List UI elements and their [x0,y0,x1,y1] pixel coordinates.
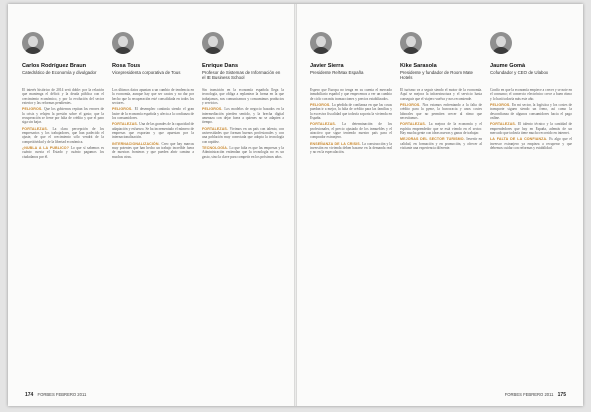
paragraph-keyword: LA FALTA DE LA CONFIANZA. [490,137,550,142]
person-name: Kike Sarasola [400,63,437,69]
person-name: Carlos Rodríguez Braun [22,63,87,69]
statement-paragraph: El interés histórico de 2014 será doble: por la relación que mantenga el déficit y la deuda pública con el crecimiento económico, y por la evolución del sector exterior y las reformas pendientes. [22,88,104,106]
paragraph-keyword: PELIGROS. [310,103,332,108]
paragraph-keyword: PELIGROS. [112,107,135,112]
paragraph-keyword: FORTALEZAS. [202,126,230,131]
statement-paragraph: Espero que Europa no tenga en su cuenta el mercado inmobiliario español y que empecemos a ver un cambio de ciclo con más transacciones y precios estabilizados. [310,88,392,101]
statement-paragraph: PELIGROS. La pérdida de confianza en que las cosas puedan ir a mejor, la falta de crédito para las familias y la excesiva fiscalidad que todavía soporta la vivienda en España. [310,103,392,121]
page-number: 174 [25,392,34,398]
person-role: Vicepresidenta corporativa de Tous [112,70,181,75]
statement-paragraph: El turismo va a seguir siendo el motor de la economía. Aquí se mejora la infraestructura y el servicio hasta conseguir que el viajero vuelva y nos recomiende. [400,88,482,101]
portrait-photo [400,32,422,54]
statement-paragraph: ¿NUBLA A LA PUBLICO? Lo que sí sabemos es cuánto cuesta el Estado y cuánto pagamos los ciudadanos por él. [22,146,104,159]
running-footer: FORBES FEBRERO 2011 [504,392,554,397]
person-column-5 [400,32,482,382]
portrait-photo [310,32,332,54]
paragraph-keyword: FORTALEZAS. [112,122,140,127]
person-statement [400,88,482,152]
statement-paragraph: Confío en que la economía empiece a crecer y se note en el consumo; el comercio electrónico crece a buen ritmo y lo hará todavía más este año. [490,88,572,101]
person-statement [202,88,284,161]
paragraph-keyword: FORTALEZAS. [22,126,53,131]
person-column-6 [490,32,572,382]
paragraph-keyword: PELIGROS. [400,103,423,108]
person-name: Enrique Dans [202,63,239,69]
person-name: Jaume Gomà [490,63,526,69]
person-role: Presidente Re/Max España [310,70,364,75]
paragraph-keyword: PELIGROS. [490,103,512,108]
statement-paragraph: TECNOLOGÍA. Lo que falta es que las empresas y la Administración entiendan que la tecnología no es un gasto, sino la clave para competir en los próximos años. [202,146,284,159]
paragraph-keyword: MEJORAS DEL SECTOR TURISMO. [400,137,467,142]
person-role: Presidente y fundador de Room Mate Hotels [400,70,473,80]
person-role: Profesor de Sistemas de Información en el IE Business School [202,70,281,80]
statement-paragraph: INTERNACIONALIZACIÓN. Creo que hay marcas muy potentes que han hecho un trabajo increíble fuera de nuestras fronteras y que pueden abrir camino a muchas otras. [112,141,194,159]
statement-paragraph: FORTALEZAS. Una de las grandes de la capacidad de adaptación y esfuerzo. Se ha incrementado el número de empresas que exportan y que apuestan por la internacionalización. [112,122,194,140]
person-statement [490,88,572,152]
statement-paragraph: FORTALEZAS. El talento técnico y la cantidad de emprendedores que hay en España, además de un mercado que todavía tiene mucho recorrido en internet. [490,122,572,136]
person-name: Javier Sierra [310,63,344,69]
person-column-1 [22,32,104,382]
paragraph-keyword: PELIGROS. [22,107,45,112]
person-statement [310,88,392,157]
paragraph-keyword: ENSEÑANZA DE LA CRISIS. [310,141,363,146]
statement-paragraph: PELIGROS. En mi sector, la logística y los costes de transporte siguen siendo un freno, así como la desconfianza de algunos consumidores hacia el pago online. [490,103,572,121]
paragraph-keyword: FORTALEZAS. [310,122,343,127]
person-statement [112,88,194,161]
person-role: Catedrático de Economía y divulgador [22,70,97,75]
paragraph-keyword: FORTALEZAS. [400,122,429,127]
person-name: Rosa Tous [112,63,141,69]
portrait-photo [490,32,512,54]
statement-paragraph: PELIGROS. El desempleo continúa siendo el gran lastre de la economía española y afecta a la confianza de los consumidores. [112,107,194,121]
person-role: Cofundador y CEO de Ulabox [490,70,549,75]
statement-paragraph: MEJORAS DEL SECTOR TURISMO. Invertir en calidad, en formación y en promoción, y ofrecer al visitante una experiencia diferente. [400,137,482,151]
person-statement [22,88,104,161]
running-footer: FORBES FEBRERO 2011 [37,392,87,397]
statement-paragraph: LA FALTA DE LA CONFIANZA. Es algo que el inversor extranjero ya empieza a recuperar y que debemos cuidar con reformas y estabilidad. [490,137,572,151]
portrait-photo [22,32,44,54]
portrait-photo [112,32,134,54]
statement-paragraph: Los últimos datos apuntan a un cambio de tendencia en la economía, aunque hay que ser cautos y no dar por hecho que la recuperación esté consolidada en todos los sectores. [112,88,194,106]
paragraph-keyword: TECNOLOGÍA. [202,146,230,151]
statement-paragraph: Sin transición en la economía española llega la tecnología, que obliga a replantear la forma en la que trabajamos, nos comunicamos y consumimos productos y servicios. [202,88,284,106]
person-column-4 [310,32,392,382]
portrait-photo [202,32,224,54]
left-folio [22,392,86,398]
person-column-3 [202,32,284,382]
left-page [8,4,295,406]
statement-paragraph: PELIGROS. Los modelos de negocio basados en la intermediación pierden sentido, y la brecha digital amenaza con dejar fuera a quienes no se adapten a tiempo. [202,107,284,125]
right-folio [505,392,569,398]
magazine-spread [8,4,583,406]
right-page [296,4,583,406]
statement-paragraph: PELIGROS. Que los gobiernos repitan los errores de la crisis y relajen la presión sobre el gasto; que la recuperación se frene por falta de crédito y que el paro siga sin bajar. [22,107,104,125]
statement-paragraph: ENSEÑANZA DE LA CRISIS. La construcción y la inversión en vivienda deben basarse en la demanda real y no en la especulación. [310,141,392,155]
paragraph-keyword: INTERNACIONALIZACIÓN. [112,141,162,146]
statement-paragraph: FORTALEZAS. La determinación de los profesionales, el precio ajustado de los inmuebles y el atractivo que sigue teniendo nuestro país para el comprador extranjero. [310,122,392,140]
page-number: 175 [557,392,566,398]
statement-paragraph: FORTALEZAS. La mejora de la economía y el espíritu emprendedor que se está viendo en el sector. Hay mucha gente con ideas nuevas y ganas de trabajar. [400,122,482,136]
statement-paragraph: FORTALEZAS. La clara percepción de los empresarios y los trabajadores, que han padecido el ajuste, de que el crecimiento sólo vendrá de la competitividad y de la libertad económica. [22,126,104,144]
paragraph-keyword: PELIGROS. [202,107,225,112]
paragraph-keyword: FORTALEZAS. [490,122,518,127]
statement-paragraph: PELIGROS. Nos estamos enfrentando a la falta de crédito para la pyme, la burocracia y unos costes laborales que no permiten crecer al ritmo que necesitamos. [400,103,482,121]
paragraph-keyword: ¿NUBLA A LA PUBLICO? [22,146,71,151]
person-column-2 [112,32,194,382]
statement-paragraph: FORTALEZAS. Vivimos en un país con talento, con universidades que forman buenos profesionales y con una población muy conectada que adopta la tecnología con rapidez. [202,126,284,144]
